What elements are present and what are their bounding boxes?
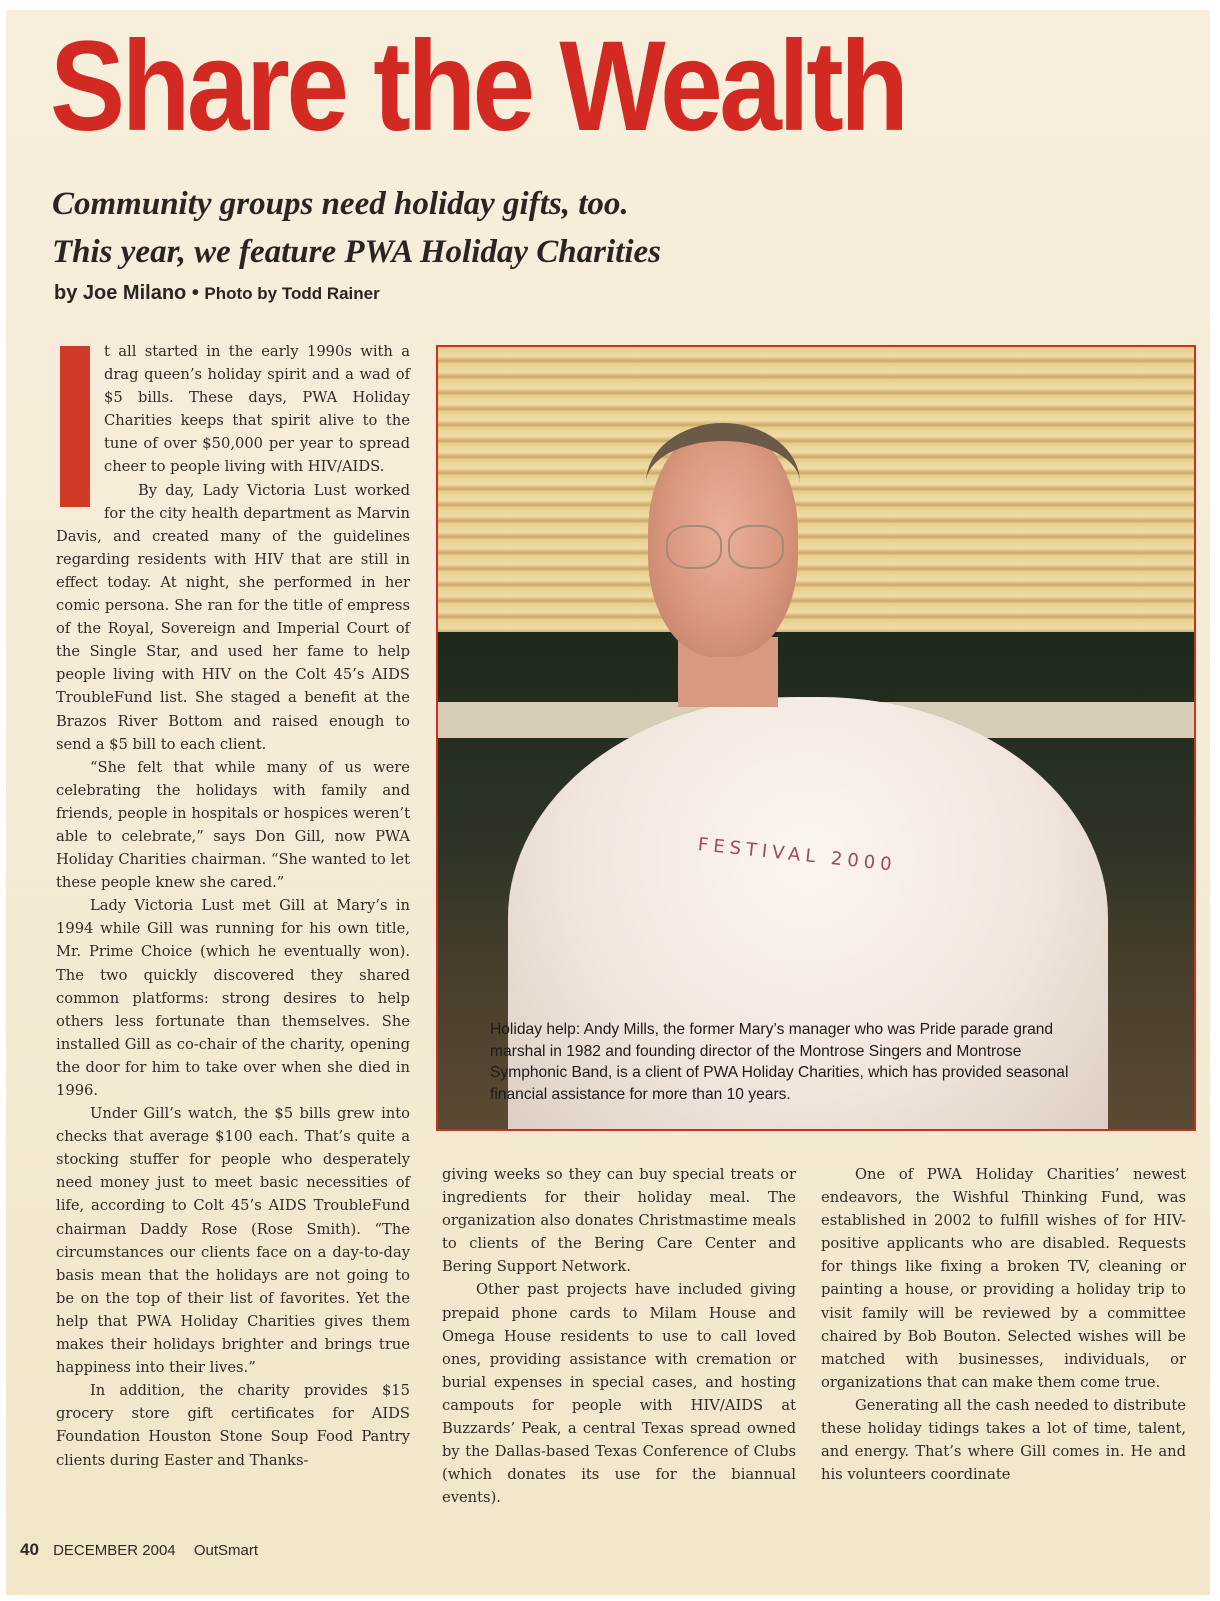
drop-cap-i (60, 346, 90, 507)
paragraph: giving weeks so they can buy special treats or ingredients for their holiday meal. The organization also donates Christmastime meals to clients of the Bering Care Center and Bering Support Network. (442, 1166, 796, 1276)
shirt-print: FESTIVAL 2000 (696, 834, 898, 876)
article-dek (52, 180, 952, 276)
page-footer (20, 1540, 258, 1560)
photo-credit: Photo by Todd Rainer (204, 284, 380, 303)
page-number: 40 (20, 1540, 39, 1559)
paragraph: Generating all the cash needed to distribute these holiday tidings takes a lot of time, talent, and energy. That’s where Gill comes in. He and his volunteers coordinate (821, 1396, 1186, 1484)
lead-paragraph: t all started in the early 1990s with a drag queen’s holiday spirit and a wad of $5 bills. These days, PWA Holiday Charities keeps that spirit alive to the tune of over $50,000 per year to spread cheer to people living with HIV/AIDS. (56, 340, 410, 479)
byline (54, 282, 380, 305)
paragraph: Other past projects have included giving prepaid phone cards to Milam House and Omega House residents to use to call loved ones, providing assistance with cremation or burial expenses in special cases, and hosting campouts for people with HIV/AIDS at Buzzards’ Peak, a central Texas spread owned by the Dallas-based Texas Conference of Clubs (which donates its use for the biannual events). (442, 1281, 796, 1507)
body-column-1 (56, 340, 410, 1472)
dek-line-1: Community groups need holiday gifts, too. (52, 186, 629, 222)
article-headline: Share the Wealth (50, 15, 906, 158)
paragraph: Under Gill’s watch, the $5 bills grew into checks that average $100 each. That’s quite a stocking stuffer for people who desperately need money just to meet basic necessities of life, according to Colt 45’s AIDS TroubleFund chairman Daddy Rose (Rose Smith). “The circumstances our clients face on a day-to-day basis mean that the holidays are not going to be on the top of their list of favorites. Yet the help that PWA Holiday Charities gives them makes their holidays brighter and brings true happiness into their lives.” (56, 1105, 410, 1377)
paragraph: In addition, the charity provides $15 grocery store gift certificates for AIDS Foundation Houston Stone Soup Food Pantry clients during Easter and Thanks- (56, 1382, 410, 1469)
feature-photo (436, 345, 1196, 1131)
paragraph: One of PWA Holiday Charities’ newest endeavors, the Wishful Thinking Fund, was established in 2002 to fulfill wishes of for HIV-positive applicants who are disabled. Requests for things like fixing a broken TV, cleaning or painting a house, or providing a holiday trip to visit family will be reviewed by a committee chaired by Bob Bouton. Selected wishes will be matched with businesses, individuals, or organizations that can make them come true. (821, 1166, 1186, 1391)
author-credit: by Joe Milano (54, 282, 187, 304)
issue-date: DECEMBER 2004 (53, 1542, 176, 1559)
photo-caption: Holiday help: Andy Mills, the former Mary’s manager who was Pride parade grand marshal in 1982 and founding director of the Montrose Singers and Montrose Symphonic Band, is a client of PWA Holiday Charities, which has provided seasonal financial assistance for more than 10 years. (490, 1021, 1069, 1103)
paragraph: Lady Victoria Lust met Gill at Mary’s in 1994 while Gill was running for his own title, Mr. Prime Choice (which he eventually won). The two quickly discovered they shared common platforms: strong desires to help others less fortunate than themselves. She installed Gill as co-chair of the charity, opening the door for him to take over when she died in 1996. (56, 897, 410, 1099)
window-blinds (438, 347, 1194, 632)
dek-line-2: This year, we feature PWA Holiday Charities (52, 234, 661, 270)
magazine-page (6, 10, 1210, 1595)
body-column-2 (442, 1163, 796, 1509)
paragraph: By day, Lady Victoria Lust worked for the city health department as Marvin Davis, and created many of the guidelines regarding residents with HIV that are still in effect today. At night, she performed in her comic persona. She ran for the title of empress of the Royal, Sovereign and Imperial Court of the Single Star, and used her fame to help people living with HIV on the Colt 45’s AIDS TroubleFund list. She staged a benefit at the Brazos River Bottom and raised enough to send a $5 bill to each client. (56, 481, 410, 753)
eyeglasses-icon (666, 525, 784, 569)
paragraph: “She felt that while many of us were celebrating the holidays with family and friends, people in hospitals or hospices weren’t able to celebrate,” says Don Gill, now PWA Holiday Charities chairman. “She wanted to let these people knew she cared.” (56, 758, 410, 892)
byline-bullet: • (191, 282, 199, 304)
body-column-3 (821, 1163, 1186, 1486)
publication-name: OutSmart (193, 1542, 259, 1559)
